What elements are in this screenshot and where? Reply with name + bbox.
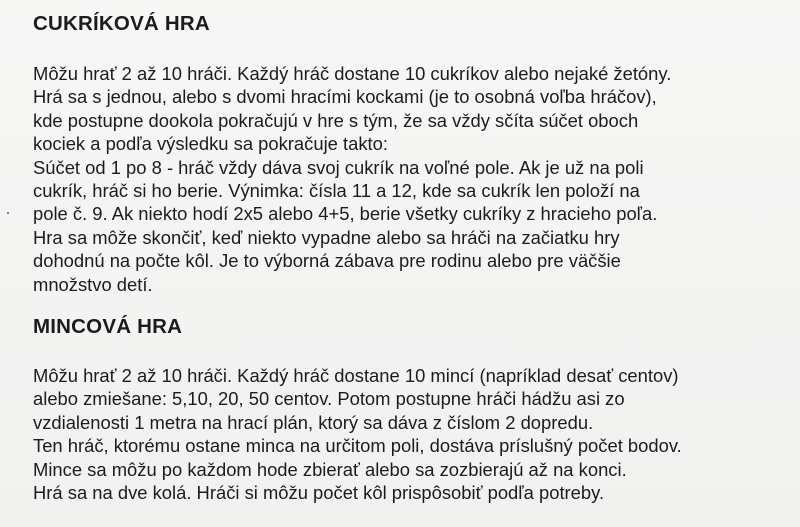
section-title-candy-game: CUKRÍKOVÁ HRA: [33, 12, 210, 35]
text-line: Mince sa môžu po každom hode zbierať alebo sa zozbierajú až na konci.: [33, 458, 627, 480]
coin-game-rules-paragraph: [33, 364, 793, 504]
section-title-coin-game: MINCOVÁ HRA: [33, 315, 183, 338]
text-line: vzdialenosti 1 metra na hrací plán, ktorý sa dáva z číslom 2 dopredu.: [33, 411, 594, 433]
text-line: množstvo detí.: [33, 273, 153, 295]
scan-dust-speck: [7, 212, 9, 214]
text-line: dohodnú na počte kôl. Je to výborná zábava pre rodinu alebo pre väčšie: [33, 250, 621, 272]
text-line: Môžu hrať 2 až 10 hráči. Každý hráč dostane 10 cukríkov alebo nejaké žetóny.: [33, 63, 672, 84]
text-line: Ten hráč, ktorému ostane minca na určitom poli, dostáva príslušný počet bodov.: [33, 435, 682, 457]
text-line: pole č. 9. Ak niekto hodí 2x5 alebo 4+5, berie všetky cukríky z hracieho poľa.: [33, 203, 658, 225]
text-line: kociek a podľa výsledku sa pokračuje takto:: [33, 133, 388, 155]
text-line: kde postupne dookola pokračujú v hre s tým, že sa vždy sčíta súčet oboch: [33, 109, 639, 131]
text-line: cukrík, hráč si ho berie. Výnimka: čísla 11 a 12, kde sa cukrík len položí na: [33, 180, 640, 202]
text-line: alebo zmiešane: 5,10, 20, 50 centov. Potom postupne hráči hádžu asi zo: [33, 388, 625, 410]
text-line: Súčet od 1 po 8 - hráč vždy dáva svoj cukrík na voľné pole. Ak je už na poli: [33, 156, 644, 178]
text-line: Môžu hrať 2 až 10 hráči. Každý hráč dostane 10 mincí (napríklad desať centov): [33, 365, 679, 386]
candy-game-rules-paragraph: [33, 62, 793, 296]
text-line: Hrá sa s jednou, alebo s dvomi hracími kockami (je to osobná voľba hráčov),: [33, 86, 657, 108]
text-line: Hrá sa na dve kolá. Hráči si môžu počet kôl prispôsobiť podľa potreby.: [33, 482, 605, 504]
text-line: Hra sa môže skončiť, keď niekto vypadne alebo sa hráči na začiatku hry: [33, 226, 620, 248]
